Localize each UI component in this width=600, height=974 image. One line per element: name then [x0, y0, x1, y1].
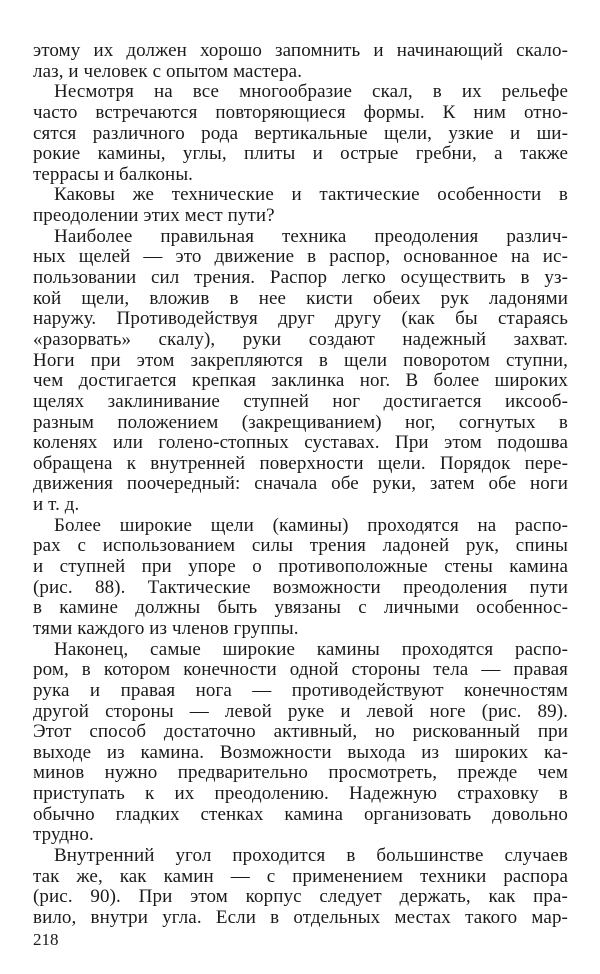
text-line: рах с использованием силы трения ладоней рук, спины — [33, 535, 568, 557]
text-line: часто встречаются повторяющиеся формы. К ним отно- — [33, 101, 568, 123]
text-line: террасы и балконы. — [33, 163, 194, 185]
text-line: разным положением (закрещиванием) ног, согнутых в — [33, 411, 568, 433]
text-line: рука и правая нога — противодействуют конечностям — [33, 679, 568, 701]
text-line: чем достигается крепкая заклинка ног. В более широких — [33, 370, 568, 392]
text-line: движения поочередный: сначала обе руки, затем обе ноги — [33, 473, 568, 495]
text-line: Ноги при этом закрепляются в щели поворотом ступни, — [33, 349, 568, 371]
paragraph — [33, 185, 568, 226]
paragraph — [33, 846, 568, 929]
text-line: наружу. Противодействуя друг другу (как бы стараясь — [33, 308, 568, 330]
text-line: пользовании сил трения. Распор легко осуществить в уз- — [33, 267, 568, 289]
paragraph — [33, 82, 568, 185]
text-line: трудно. — [33, 824, 94, 846]
paragraph — [33, 640, 568, 846]
text-line: Этот способ достаточно активный, но рискованный при — [33, 721, 568, 743]
text-line: коленях или голено-стопных суставах. При этом подошва — [33, 432, 568, 454]
page-number: 218 — [33, 930, 59, 949]
text-line: Внутренний угол проходится в большинстве случаев — [54, 844, 568, 866]
text-line: и т. д. — [33, 494, 80, 516]
text-line: другой стороны — левой руке и левой ноге (рис. 89). — [33, 700, 568, 722]
body-text — [33, 41, 568, 929]
text-line: приступать к их преодолению. Надежную страховку в — [33, 783, 568, 805]
text-line: Наконец, самые широкие камины проходятся распо- — [54, 638, 568, 660]
text-line: лаз, и человек с опытом мастера. — [33, 60, 303, 82]
text-line: и ступней при упоре о противоположные стены камина — [33, 556, 568, 578]
text-line: в камине должны быть увязаны с личными особеннос- — [33, 597, 568, 619]
paragraph — [33, 41, 568, 82]
text-line: обращена к внутренней поверхности щели. Порядок пере- — [33, 452, 568, 474]
text-line: сятся различного рода вертикальные щели, узкие и ши- — [33, 122, 568, 144]
paragraph — [33, 227, 568, 516]
text-line: рокие камины, углы, плиты и острые гребни, а также — [33, 143, 568, 165]
text-line: Более широкие щели (камины) проходятся на распо- — [54, 514, 568, 536]
text-line: Наиболее правильная техника преодоления различ- — [54, 225, 568, 247]
paragraph — [33, 516, 568, 640]
text-line: «разорвать» скалу), руки создают надежный захват. — [33, 328, 568, 350]
text-line: Несмотря на все многообразие скал, в их рельефе — [54, 81, 568, 103]
text-line: вило, внутри угла. Если в отдельных местах такого мар- — [33, 906, 568, 928]
text-line: щелях заклинивание ступней ног достигается иксооб- — [33, 390, 568, 412]
text-line: кой щели, вложив в нее кисти обеих рук ладонями — [33, 287, 568, 309]
text-line: Каковы же технические и тактические особенности в — [54, 184, 568, 206]
text-line: обычно гладких стенках камина организовать довольно — [33, 803, 568, 825]
text-line: выходе из камина. Возможности выхода из широких ка- — [33, 741, 568, 763]
text-line: ных щелей — это движение в распор, основанное на ис- — [33, 246, 568, 268]
text-line: (рис. 88). Тактические возможности преодоления пути — [33, 576, 568, 598]
text-line: преодолении этих мест пути? — [33, 205, 275, 227]
text-line: тями каждого из членов группы. — [33, 617, 299, 639]
text-line: этому их должен хорошо запомнить и начинающий скало- — [33, 40, 568, 61]
text-line: так же, как камин — с применением техники распора — [33, 865, 568, 887]
text-line: минов нужно предварительно просмотреть, прежде чем — [33, 762, 568, 784]
text-line: (рис. 90). При этом корпус следует держать, как пра- — [33, 886, 568, 908]
text-line: ром, в котором конечности одной стороны тела — правая — [33, 659, 568, 681]
